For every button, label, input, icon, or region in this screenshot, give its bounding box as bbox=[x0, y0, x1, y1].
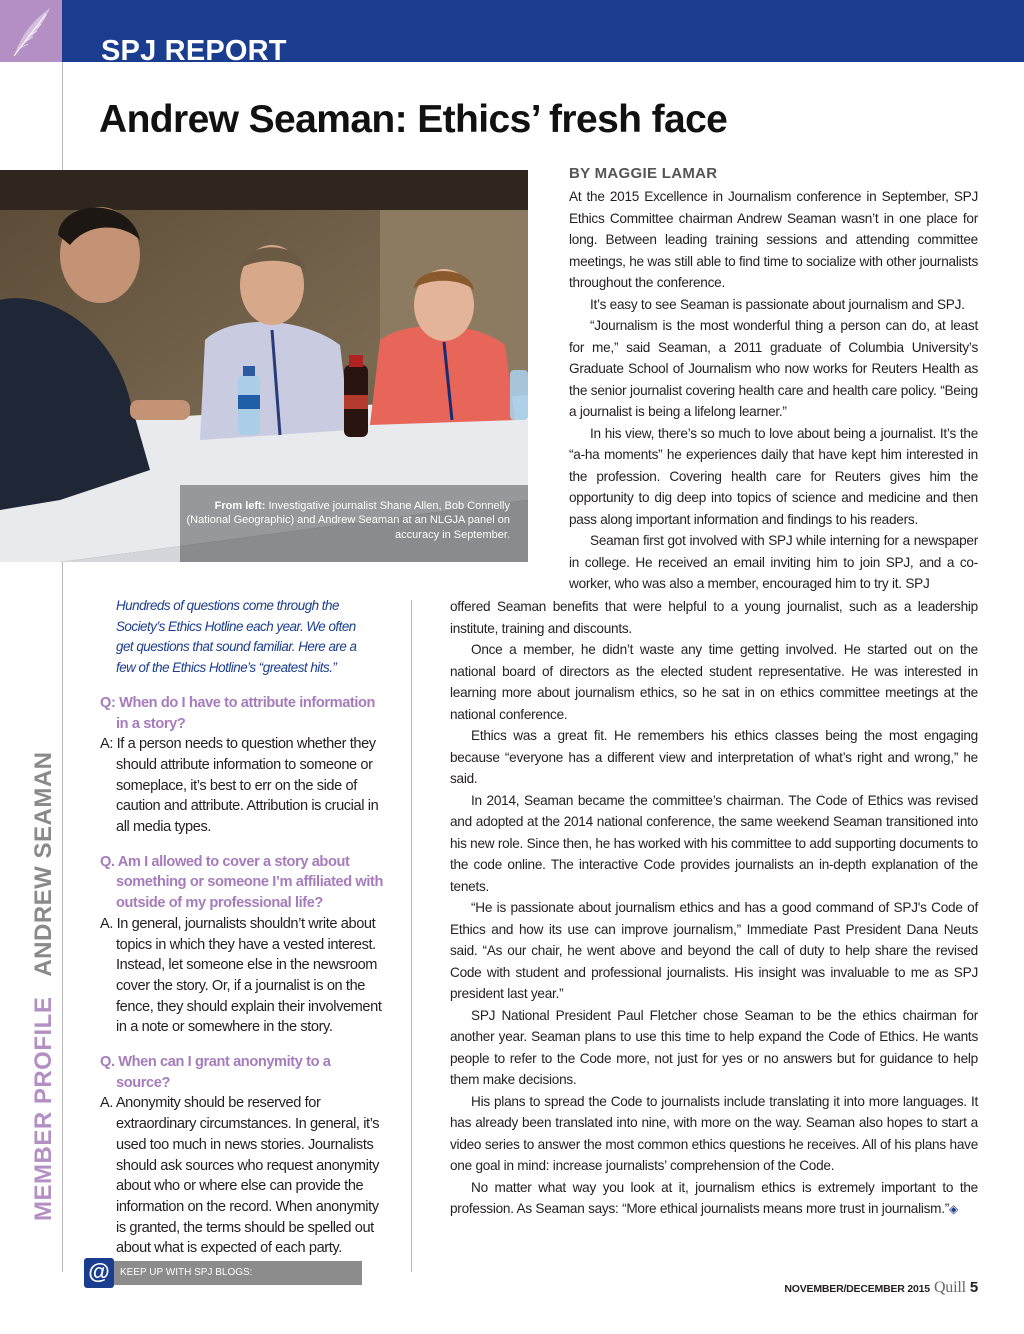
member-profile-label: MEMBER PROFILE bbox=[30, 996, 57, 1221]
article-paragraph: “He is passionate about journalism ethics and has a good command of SPJ's Code of Ethics and how its use can improve journalism,” Immediate Past President Dana Neuts said. “As our chair, he went above and beyond the call of duty to help share the revised Code with student and professional journalists. His insight was invaluable to me as SPJ president last year.” bbox=[450, 900, 978, 1001]
article-paragraph-continuation: offered Seaman benefits that were helpful to a young journalist, such as a leadership institute, training and discounts. bbox=[450, 599, 978, 636]
end-mark-icon: ◈ bbox=[949, 1202, 959, 1216]
article-column-wide bbox=[450, 596, 978, 1221]
vertical-section-label bbox=[30, 751, 58, 1221]
article-paragraph: It’s easy to see Seaman is passionate about journalism and SPJ. bbox=[590, 296, 965, 312]
blog-url-link[interactable]: BLOGS.SPJNETWORK.ORG bbox=[120, 1291, 255, 1302]
page-number: 5 bbox=[969, 1279, 978, 1296]
ethics-hotline-sidebar bbox=[100, 596, 385, 1259]
sidebar-divider bbox=[411, 600, 412, 1272]
caption-text: Investigative journalist Shane Allen, Bob Connelly (National Geographic) and Andrew Seaman at an NLGJA panel on accuracy in September. bbox=[186, 499, 510, 541]
blog-promo-bar bbox=[84, 1259, 362, 1302]
byline: BY MAGGIE LAMAR bbox=[569, 165, 718, 182]
qa-answer: A: If a person needs to question whether they should attribute information to someone or someplace, it’s best to err on the side of caution and attribute. Attribution is crucial in all media types. bbox=[100, 736, 379, 836]
quill-feather-icon bbox=[6, 4, 56, 58]
article-paragraph: His plans to spread the Code to journalists include translating it into more languages. It has already been translated into nine, with more on the way. Seaman also hopes to start a video series to answer the most common ethics questions he receives. All of his plans have one goal in mind: increase journalists’ comprehension of the Code. bbox=[450, 1093, 978, 1173]
article-paragraph: Once a member, he didn’t waste any time getting involved. He started out on the national board of directors as the elected student representative. He was interested in learning more about journalism ethics, so he sat in on ethics committee meetings at the national conference. bbox=[450, 642, 978, 722]
qa-answer: A. Anonymity should be reserved for extraordinary circumstances. In general, it’s used too much in news stories. Journalists should ask sources who request anonymity about who or where else can provide the information on the record. When anonymity is granted, the terms should be spelled out about what is expected of each party. bbox=[100, 1095, 380, 1257]
magazine-name: Quill bbox=[933, 1279, 966, 1296]
article-paragraph: In his view, there’s so much to love about being a journalist. It’s the “a-ha moments” he experiences daily that have kept him interested in the profession. Covering health care for Reuters gives him the opportunity to dig deep into topics of science and medicine and then pass along important information and findings to his readers. bbox=[569, 425, 978, 527]
last-paragraph-text: No matter what way you look at it, journalism ethics is extremely important to the profession. As Seaman says: “More ethical journalists means more trust in journalism.” bbox=[450, 1179, 978, 1216]
qa-question: Q. Am I allowed to cover a story about something or someone I’m affiliated with outside of my professional life? bbox=[100, 853, 383, 912]
blog-promo-text bbox=[120, 1261, 362, 1309]
article-paragraph: Seaman first got involved with SPJ while interning for a newspaper in college. He received an email inviting him to join SPJ, and a co-worker, who was also a member, encouraged him to try it. SPJ bbox=[569, 533, 978, 591]
article-paragraph: “Journalism is the most wonderful thing a person can do, at least for me,” said Seaman, a 2011 graduate of Columbia University’s Graduate School of Journalism who now works for Reuters Health as the senior journalist covering health care and health care policy. “Being a journalist is being a lifelong learner.” bbox=[569, 318, 978, 419]
qa-question: Q. When can I grant anonymity to a source? bbox=[100, 1054, 331, 1091]
article-photo bbox=[0, 170, 528, 562]
qa-question: Q: When do I have to attribute information in a story? bbox=[100, 694, 376, 732]
qa-item bbox=[100, 1052, 385, 1259]
article-paragraph: Ethics was a great fit. He remembers his ethics classes being the most engaging because “everyone has a different view and interpretation of what’s right and wrong,” he said. bbox=[450, 728, 978, 786]
qa-item bbox=[100, 693, 385, 838]
article-last-paragraph bbox=[450, 1177, 978, 1221]
quill-logo-box bbox=[0, 0, 62, 62]
section-label: SPJ REPORT bbox=[101, 35, 287, 67]
qa-item bbox=[100, 852, 385, 1038]
issue-date: NOVEMBER/DECEMBER 2015 bbox=[784, 1283, 930, 1295]
page-title: Andrew Seaman: Ethics’ fresh face bbox=[99, 98, 728, 141]
photo-caption bbox=[180, 499, 510, 543]
article-paragraph: At the 2015 Excellence in Journalism conference in September, SPJ Ethics Committee chairman Andrew Seaman wasn’t in one place for long. Between leading training sessions and attending committee meetings, he was still able to find time to socialize with other journalists throughout the conference. bbox=[569, 189, 978, 290]
qa-answer: A. In general, journalists shouldn’t write about topics in which they have a vested interest. Instead, let someone else in the newsroom cover the story. Or, if a journalist is on the fence, they should explain their involvement in a note or somewhere in the story. bbox=[100, 915, 382, 1036]
profile-name-label: ANDREW SEAMAN bbox=[30, 751, 57, 977]
page-footer bbox=[784, 1279, 978, 1297]
caption-lead: From left: bbox=[214, 499, 266, 512]
article-paragraph: SPJ National President Paul Fletcher chose Seaman to be the ethics chairman for another year. Seaman plans to use this time to help expand the Code of Ethics. He wants people to refer to the Code more, not just for yes or no answers but for guidance to help them make decisions. bbox=[450, 1007, 978, 1087]
blog-promo-label: KEEP UP WITH SPJ BLOGS: bbox=[120, 1267, 253, 1278]
at-sign-icon: @ bbox=[84, 1258, 114, 1288]
article-paragraph: In 2014, Seaman became the committee’s chairman. The Code of Ethics was revised and adopted at the 2014 national conference, the same weekend Seaman transitioned into his new role. Since then, he has worked with his committee to add supporting documents to the code online. The interactive Code provides journalists an in-depth explanation of the tenets. bbox=[450, 792, 978, 894]
article-column-narrow bbox=[569, 186, 978, 595]
sidebar-intro: Hundreds of questions come through the Society’s Ethics Hotline each year. We often get questions that sound familiar. Here are a few of the Ethics Hotline’s “greatest hits.” bbox=[116, 598, 357, 676]
